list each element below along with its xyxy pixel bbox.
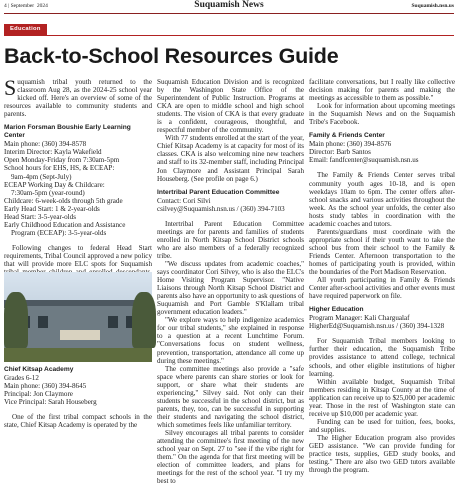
paragraph: Funding can be used for tuition, fees, books, and supplies. <box>309 417 455 434</box>
paragraph: The committee meetings also provide a "safe space where parents can share stories or look for support, or share what their students are experiencing," Silvey said. Not only can their students be successful in the school district, but as parents, they, too, can be successful in supporting their students and navigating the school district, which sometimes feels like unfamiliar territory. <box>157 364 304 429</box>
elc-line: School hours for EHS, HS, & ECEAP: <box>4 164 115 173</box>
elc-line: ECEAP Working Day & Childcare: <box>4 180 105 189</box>
drop-cap: S <box>4 75 17 100</box>
elc-policy-paragraph: Following changes to federal Head Start requirements, Tribal Council approved a new policy that will provide more ELC spots for Suquamish <box>4 243 152 268</box>
column-1 <box>4 75 152 284</box>
elc-line: Early Childhood Education and Assistance <box>4 220 126 229</box>
paragraph: With 77 students enrolled at the start of the year, Chief Kitsap Academy is at capacity for most of its classes. CKA is also welcoming nine new teachers and staff to its 32-member staff, including Principal Jon Claymore and Assistant Principal Sarah Houseberg. (See profile on page 6.) <box>157 134 304 183</box>
elc-line: 9am-4pm (Sept-July) <box>11 172 72 181</box>
section-label: Education <box>4 24 47 35</box>
higher-ed-line: HigherEd@Suquamish.nsn.us / (360) 394-1328 <box>309 322 445 331</box>
cka-line: Main phone: (360) 394-8645 <box>4 382 87 391</box>
elc-line: Childcare: 6-week-olds through 5th grade <box>4 196 123 205</box>
elc-line: 7:30am-5pm (year-round) <box>11 188 85 197</box>
column-3 <box>309 78 455 474</box>
elc-line: Program (ECEAP): 3-5-year-olds <box>11 228 107 237</box>
ipec-line: csilvey@Suquamish.nsn.us / (360) 394-7103 <box>157 204 285 213</box>
cka-block <box>4 366 152 429</box>
cka-line: Grades 6-12 <box>4 374 39 383</box>
ffc-line: Director: Barb Santos <box>309 148 371 157</box>
ipec-line: Contact: Cori Silvi <box>157 196 211 205</box>
paragraph: "We explore ways to help indigenize academics for our tribal students," she explained in response to a question at a recent Lunchtime Forum. "Conversations focus on student wellness, prevention, transportation, attendance all come up during these meetings." <box>157 316 304 365</box>
website-url[interactable]: Suquamish.nsn.us <box>411 3 454 9</box>
paragraph: "We discuss updates from academic coaches," says coordinator Cori Silvey, who is also the ELC's Home Visiting Program Supervisor. "Native Liaisons through North Kitsap School District and parents also have an opportunity to ask questions of Suquamish and Port Gamble S'Klallam tribal government education leaders." <box>157 259 304 317</box>
paragraph: Intertribal Parent Education Committee meetings are for parents and families of students enrolled in North Kitsap School District schools who are also members of a federally recognized tribe. <box>157 219 304 260</box>
higher-ed-heading: Higher Education <box>309 306 364 314</box>
cka-heading: Chief Kitsap Academy <box>4 366 74 373</box>
elc-line: Main phone: (360) 394-8578 <box>4 140 87 149</box>
ffc-line: Main phone: (360) 394-8576 <box>309 140 392 149</box>
paragraph: For Suquamish Tribal members looking to further their education, the Suquamish Tribe provides assistance to attend college, technical schools, and other eligible institutions of higher learning. <box>309 337 455 378</box>
section-rule <box>4 35 454 36</box>
paragraph: Within available budget, Suquamish Tribal members residing in Kitsap County at the time of application can receive up to $25,000 per academic year. Those in the rest of Washington state can receive up $10,000 per academic year. <box>309 377 455 418</box>
elc-heading: Marion Forsman Boushie Early Learning Center <box>4 124 131 140</box>
paragraph: Suquamish Education Division and is recognized by the Washington State Office of the Superintendent of Public Instruction. Programs at CKA are open to middle school and high school students. The vision of CKA is that every graduate is a confident, courageous, thoughtful, and respectful member of the community. <box>157 78 304 135</box>
column-2 <box>157 78 304 485</box>
paragraph: Silvey encourages all tribal parents to consider attending the committee's first meeting of the new school year on Sept. 27 to "see if the vibe right for them." On the agenda for that first meeting will be election of committee leaders, and plans for meetings for the rest of the school year. "I try my best to <box>157 428 304 485</box>
paragraph: Look for information about upcoming meetings in the Suquamish News and on the Suquamish Tribe's Facebook. <box>309 102 455 127</box>
cka-line: Vice Principal: Sarah Houseberg <box>4 398 97 407</box>
header-rule <box>4 13 454 14</box>
cka-line: Principal: Jon Claymore <box>4 390 73 399</box>
ffc-line: Email: fandfcenter@suquamish.nsn.us <box>309 156 419 165</box>
page-number-date: 4 | September 2024 <box>4 3 48 9</box>
intro-paragraph: Suquamish tribal youth returned to the classroom Aug 28, as the 2024-25 school year kicked off. Here's an overview of some of the resources available to community students and parents. <box>4 75 152 119</box>
newspaper-title: Suquamish News <box>194 0 264 10</box>
elc-line: Interim Director: Kayla Wakefield <box>4 148 102 157</box>
higher-ed-line: Program Manager: Kali Chargualaf <box>309 314 410 323</box>
elc-line: Open Monday-Friday from 7:30am-5pm <box>4 156 120 165</box>
school-photo <box>4 272 152 362</box>
paragraph: The Higher Education program also provides GED assistance. "We can provide funding for practice tests, supplies, GED study books, and testing." There are also two GED tutors available through the program. <box>309 433 455 475</box>
paragraph: Parents/guardians must coordinate with the appropriate school if their youth want to take the school bus from their school to the Family & Friends Center. Afternoon transportation to the homes of participating youth is provided, within the boundaries of the Port Madison Reservation. <box>309 227 455 277</box>
paragraph: facilitate conversations, but I really like collective decision making for parents and making the meetings as accessible to them as possible." <box>309 78 455 103</box>
ffc-heading: Family & Friends Center <box>309 132 385 140</box>
elc-line: Early Head Start: 1 & 2-year-olds <box>4 204 100 213</box>
paragraph: All youth participating in Family & Friends Center after-school activities and other events must have required paperwork on file. <box>309 276 455 301</box>
ipec-heading: Intertribal Parent Education Committee <box>157 188 280 196</box>
article-headline: Back-to-School Resources Guide <box>4 44 339 68</box>
cka-paragraph: One of the first tribal compact schools in the state, Chief Kitsap Academy is operated by the <box>4 413 152 430</box>
paragraph: The Family & Friends Center serves tribal community youth ages 10-18, and is open weekdays 10am to 6pm. The center offers after-school snacks and various activities throughout the week. As the school year unfolds, the center also hosts study tables in coordination with the academic coaches and tutors. <box>309 171 455 228</box>
elc-line: Head Start: 3-5-year-olds <box>4 212 76 221</box>
page-header <box>0 0 458 14</box>
